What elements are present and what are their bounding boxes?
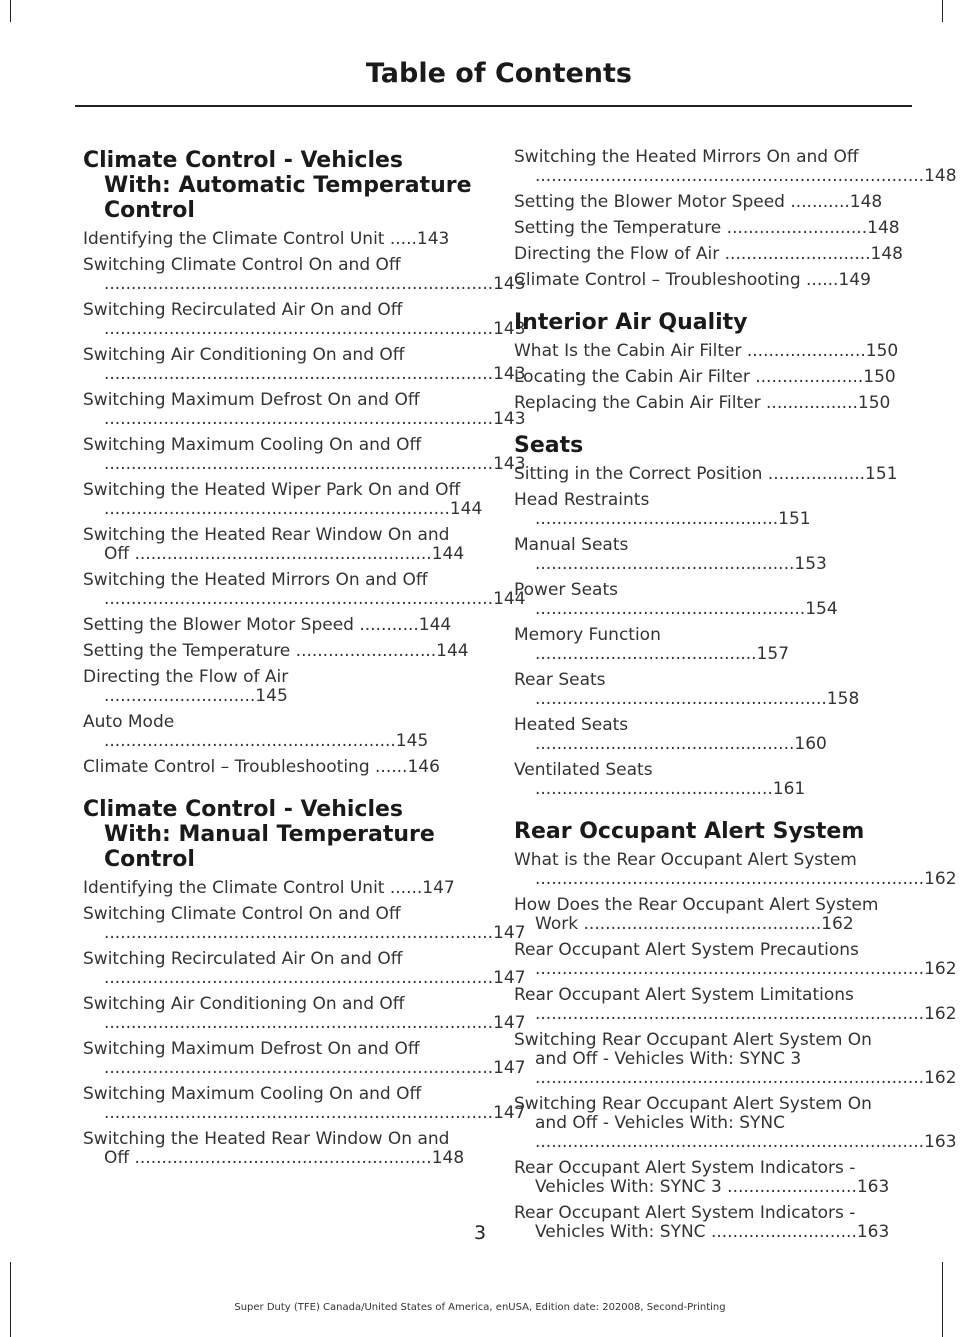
- toc-entry[interactable]: Setting the Temperature ..........................144: [83, 641, 469, 661]
- toc-entry[interactable]: Auto Mode ......................................................145: [83, 712, 429, 751]
- edition-footer: Super Duty (TFE) Canada/United States of America, enUSA, Edition date: 202008, Second-Printing: [234, 1302, 726, 1313]
- toc-entry[interactable]: Switching Rear Occupant Alert System On and Off - Vehicles With: SYNC 3 ........................................................................162: [514, 1030, 957, 1088]
- section-heading: Seats: [514, 433, 584, 458]
- toc-entry[interactable]: Directing the Flow of Air ............................145: [83, 667, 294, 706]
- toc-entry[interactable]: Climate Control – Troubleshooting ......149: [514, 270, 871, 290]
- toc-entry[interactable]: Switching Air Conditioning On and Off ........................................................................147: [83, 994, 526, 1033]
- toc-entry[interactable]: Memory Function .........................................157: [514, 625, 790, 664]
- page-title: Table of Contents: [365, 58, 632, 89]
- toc-entry[interactable]: Switching the Heated Rear Window On and Off .......................................................148: [83, 1129, 465, 1168]
- toc-entry[interactable]: Switching Recirculated Air On and Off ........................................................................147: [83, 949, 526, 988]
- toc-entry[interactable]: Rear Occupant Alert System Indicators - Vehicles With: SYNC 3 ........................163: [514, 1158, 890, 1197]
- toc-entry[interactable]: Ventilated Seats ............................................161: [514, 760, 806, 799]
- toc-entry[interactable]: Switching Maximum Cooling On and Off ........................................................................147: [83, 1084, 526, 1123]
- toc-section: [514, 433, 906, 799]
- toc-entry[interactable]: Switching Rear Occupant Alert System On and Off - Vehicles With: SYNC ........................................................................163: [514, 1094, 957, 1152]
- toc-entry[interactable]: Rear Occupant Alert System Indicators - Vehicles With: SYNC ...........................163: [514, 1203, 890, 1242]
- toc-entry[interactable]: Switching Climate Control On and Off ........................................................................143: [83, 255, 526, 294]
- toc-entry[interactable]: Head Restraints .............................................151: [514, 490, 811, 529]
- crop-mark-top-right: [942, 0, 943, 22]
- section-heading: Rear Occupant Alert System: [514, 819, 865, 844]
- toc-entry[interactable]: Replacing the Cabin Air Filter .................150: [514, 393, 891, 413]
- toc-entry[interactable]: Switching Air Conditioning On and Off ........................................................................143: [83, 345, 526, 384]
- toc-entry[interactable]: Switching Maximum Cooling On and Off ........................................................................143: [83, 435, 526, 474]
- toc-entry[interactable]: Power Seats ..................................................154: [514, 580, 838, 619]
- toc-entry[interactable]: Setting the Temperature ..........................148: [514, 218, 900, 238]
- toc-entry[interactable]: Switching Climate Control On and Off ........................................................................147: [83, 904, 526, 943]
- toc-entry[interactable]: Climate Control – Troubleshooting ......146: [83, 757, 440, 777]
- toc-entry[interactable]: Switching Recirculated Air On and Off ........................................................................143: [83, 300, 526, 339]
- toc-section: [514, 147, 957, 290]
- toc-entry[interactable]: Heated Seats ................................................160: [514, 715, 827, 754]
- toc-entry[interactable]: Setting the Blower Motor Speed ...........144: [83, 615, 452, 635]
- toc-section: [83, 797, 526, 1168]
- toc-entry[interactable]: Rear Occupant Alert System Precautions ........................................................................162: [514, 940, 957, 979]
- toc-right-column: [514, 147, 957, 1262]
- toc-entry[interactable]: Identifying the Climate Control Unit .....143: [83, 229, 450, 249]
- section-heading: Climate Control - Vehicles With: Automatic Temperature Control: [83, 148, 472, 223]
- toc-entry[interactable]: Identifying the Climate Control Unit ......147: [83, 878, 455, 898]
- section-heading: Interior Air Quality: [514, 310, 748, 335]
- toc-entry[interactable]: Rear Seats ......................................................158: [514, 670, 860, 709]
- section-heading: Climate Control - Vehicles With: Manual Temperature Control: [83, 797, 435, 872]
- toc-entry[interactable]: Switching the Heated Rear Window On and Off .......................................................144: [83, 525, 465, 564]
- toc-entry[interactable]: Switching the Heated Mirrors On and Off ........................................................................144: [83, 570, 526, 609]
- toc-left-column: [83, 148, 526, 1188]
- toc-entry[interactable]: Switching the Heated Mirrors On and Off ........................................................................148: [514, 147, 957, 186]
- crop-mark-bottom-right: [942, 1262, 943, 1337]
- crop-mark-top-left: [10, 0, 11, 22]
- toc-entry[interactable]: What Is the Cabin Air Filter ......................150: [514, 341, 899, 361]
- toc-entry[interactable]: Manual Seats ................................................153: [514, 535, 827, 574]
- toc-entry[interactable]: Switching the Heated Wiper Park On and Off ................................................................144: [83, 480, 483, 519]
- toc-entry[interactable]: What is the Rear Occupant Alert System ........................................................................162: [514, 850, 957, 889]
- toc-entry[interactable]: Switching Maximum Defrost On and Off ........................................................................143: [83, 390, 526, 429]
- toc-entry[interactable]: Switching Maximum Defrost On and Off ........................................................................147: [83, 1039, 526, 1078]
- toc-entry[interactable]: How Does the Rear Occupant Alert System Work ............................................162: [514, 895, 884, 934]
- toc-entry[interactable]: Locating the Cabin Air Filter ....................150: [514, 367, 896, 387]
- toc-entry[interactable]: Sitting in the Correct Position ..................151: [514, 464, 898, 484]
- toc-entry[interactable]: Setting the Blower Motor Speed ...........148: [514, 192, 883, 212]
- toc-section: [83, 148, 526, 777]
- page-number: 3: [473, 1222, 487, 1244]
- toc-section: [514, 310, 906, 413]
- toc-entry[interactable]: Directing the Flow of Air ...........................148: [514, 244, 903, 264]
- header-divider: [75, 105, 912, 107]
- toc-entry[interactable]: Rear Occupant Alert System Limitations ........................................................................162: [514, 985, 957, 1024]
- crop-mark-bottom-left: [10, 1262, 11, 1337]
- toc-section: [514, 819, 957, 1242]
